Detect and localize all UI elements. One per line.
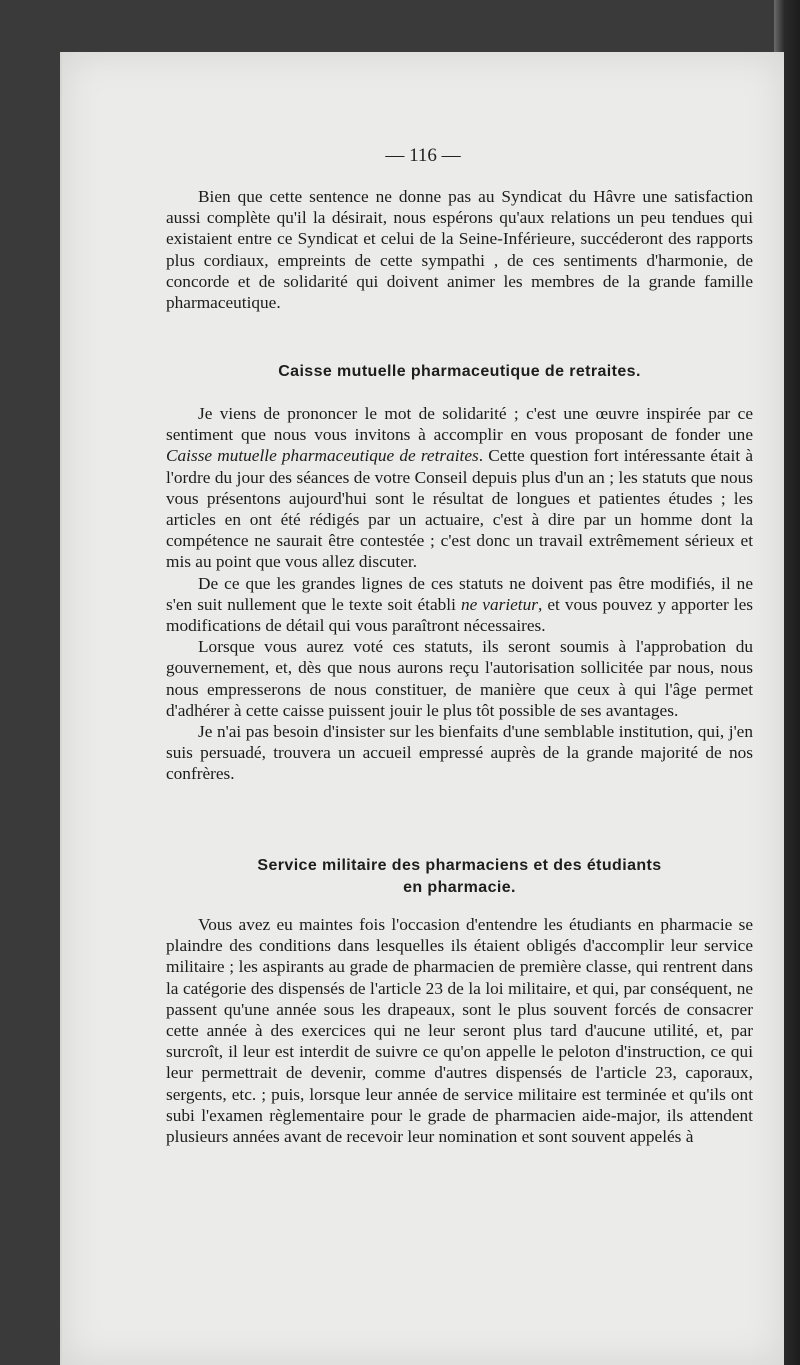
caisse-p2-text-start: De ce que les grandes lignes de ces statuts ne doivent pas être modifiés, il ne s'en suit nullement que le texte soit établi [166, 573, 753, 614]
document-page [60, 52, 784, 1365]
heading-line-2: en pharmacie. [403, 879, 516, 896]
caisse-paragraph-1 [166, 403, 753, 573]
page-number: — 116 — [385, 145, 461, 166]
section-caisse-body [166, 403, 753, 785]
intro-text [166, 186, 753, 313]
service-paragraph-1: Vous avez eu maintes fois l'occasion d'entendre les étudiants en pharmacie se plaindre des conditions dans lesquelles ils étaient obligés d'accomplir leur service militaire ; les aspirants au grade de pharmacien de première classe, qui rentrent dans la catégorie des dispensés de l'article 23 de la loi militaire, et qui, par conséquent, ne passent qu'une année sous les drapeaux, sont le plus souvent forcés de consacrer cette année à des exercices qui ne leur seront plus tard d'aucune utilité, et, par surcroît, il leur est interdit de suivre ce qu'on appelle le peloton d'instruction, ce qui leur permettrait de devenir, comme d'autres dispensés de l'article 23, caporaux, sergents, etc. ; puis, lorsque leur année de service militaire est terminée et qu'ils ont subi l'examen règlementaire pour le grade de pharmacien aide-major, ils attendent plusieurs années avant de recevoir leur nomination et sont souvent appelés à [166, 915, 753, 1147]
intro-paragraph: Bien que cette sentence ne donne pas au Syndicat du Hâvre une satisfaction aussi complète qu'il la désirait, nous espérons qu'aux relations un peu tendues qui existaient entre ce Syndicat et celui de la Seine-Inférieure, succéderont des rapports plus cordiaux, empreints de cette sympathi , de ces sentiments d'harmonie, de concorde et de solidarité qui doivent animer les membres de la grande famille pharmaceutique. [166, 187, 753, 313]
caisse-paragraph-4: Je n'ai pas besoin d'insister sur les bienfaits d'une semblable institution, qui, j'en suis persuadé, trouvera un accueil empressé auprès de la grande majorité de nos confrères. [166, 722, 753, 784]
heading-line-1: Service militaire des pharmaciens et des étudiants [257, 857, 662, 874]
caisse-p1-text-start: Je viens de prononcer le mot de solidarité ; c'est une œuvre inspirée par ce sentiment que nous vous invitons à accomplir en vous proposant de fonder une [166, 404, 753, 445]
section-service-body [166, 914, 753, 1147]
section-heading-caisse: Caisse mutuelle pharmaceutique de retraites. [278, 363, 641, 380]
caisse-paragraph-3: Lorsque vous aurez voté ces statuts, ils seront soumis à l'approbation du gouvernement, et, dès que nous aurons reçu l'autorisation sollicitée par nous, nous nous empresserons de nous constituer, de manière que ceux à qui l'âge permet d'adhérer à cette caisse puissent jouir le plus tôt possible de ses avantages. [166, 637, 753, 720]
caisse-paragraph-2 [166, 573, 753, 637]
caisse-p2-italic: ne varietur [460, 594, 538, 614]
caisse-p1-italic: Caisse mutuelle pharmaceutique de retraites [166, 446, 479, 466]
section-heading-service-militaire [166, 855, 753, 899]
caisse-p1-text-end: . Cette question fort intéressante était à l'ordre du jour des séances de votre Conseil depuis plus d'un an ; les statuts que nous vous présentons aujourd'hui sont le résultat de longues et patientes études ; les articles en ont été rédigés par un actuaire, c'est à dire par un homme dont la compétence ne saurait être contestée ; c'est donc un travail extrêmement sérieux et mis au point que vous allez discuter. [166, 446, 753, 572]
caisse-p2-text-end: , et vous pouvez y apporter les modifications de détail qui vous paraîtront nécessaires. [166, 594, 753, 636]
